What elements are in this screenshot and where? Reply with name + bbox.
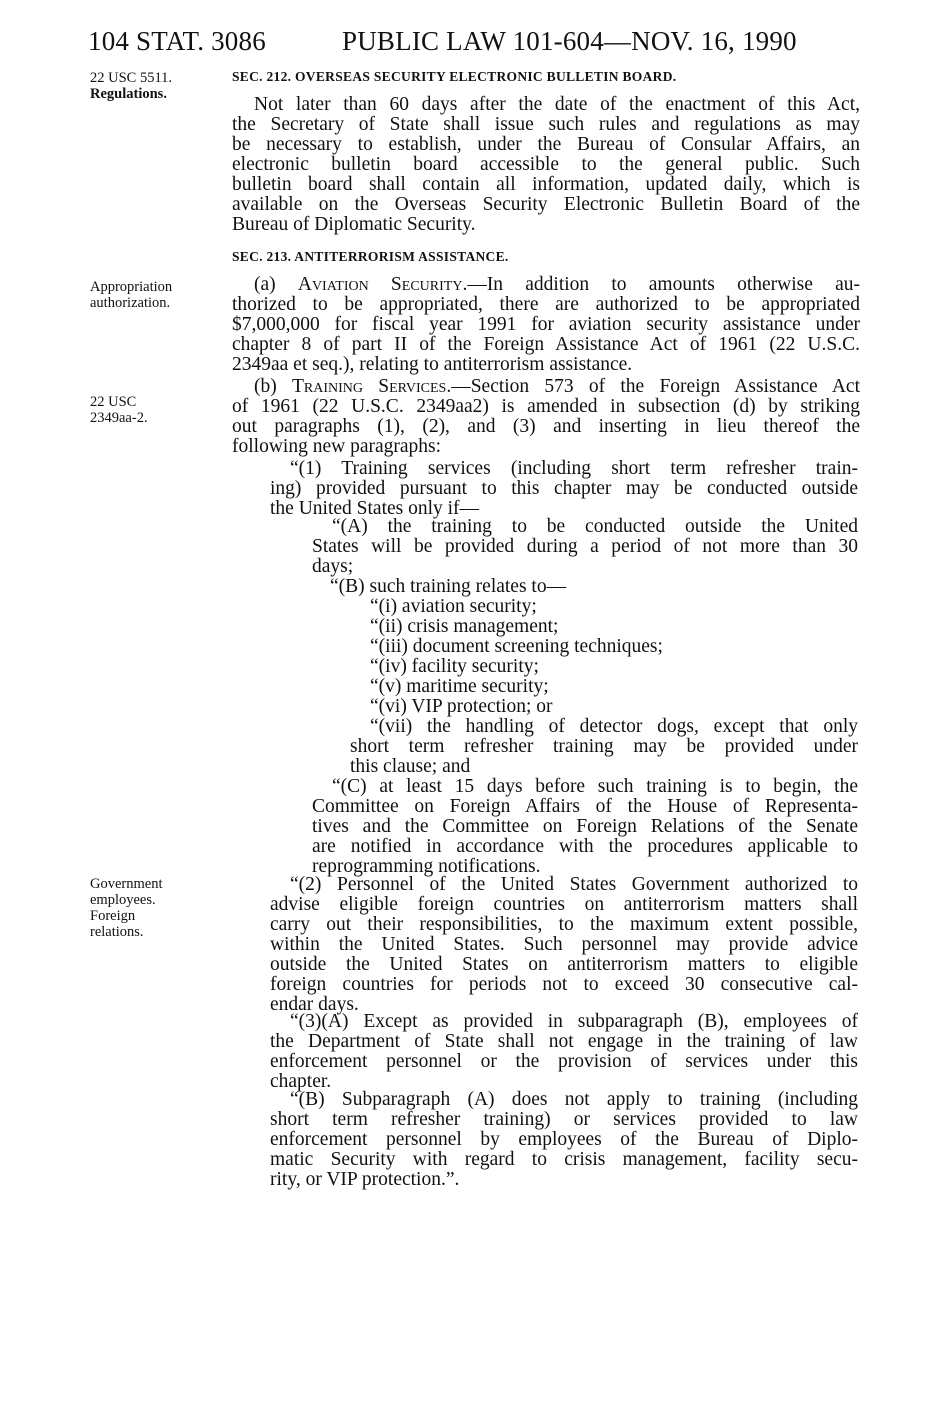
margin-note-usc-5511: 22 USC 5511. Regulations. (90, 70, 173, 102)
subsection-a: (a) Aviation Security.—In addition to amounts otherwise au- thorized to be appropriated, there are authorized to be appropriated $7,000,000 for fiscal year 1991 for aviation security assistance under chapter 8 of part II of the Foreign Assistance Act of 1961 (22 U.S.C. 2349aa et seq.), relating to antiterrorism assistance. (232, 274, 860, 375)
clause-iv: “(iv) facility security; (370, 656, 539, 677)
subsection-b-label: (b) (254, 376, 292, 397)
section-212-heading: SEC. 212. OVERSEAS SECURITY ELECTRONIC BULLETIN BOARD. (232, 69, 677, 84)
margin-note-appropriation: Appropriation authorization. (90, 279, 173, 311)
stat-citation: 104 STAT. 3086 (88, 26, 266, 56)
clause-v: “(v) maritime security; (370, 676, 549, 697)
clause-vi: “(vi) VIP protection; or (370, 696, 553, 717)
clause-iii: “(iii) document screening techniques; (370, 636, 663, 657)
subsection-a-label: (a) (254, 274, 298, 295)
section-213-heading: SEC. 213. ANTITERRORISM ASSISTANCE. (232, 249, 509, 264)
public-law-citation: PUBLIC LAW 101-604—NOV. 16, 1990 (342, 26, 797, 56)
subsection-b-title: Training Services (291, 376, 447, 397)
paragraph-2: “(2) Personnel of the United States Government authorized to advise eligible foreign countries on antiterrorism matters shall carry out their responsibilities, to the maximum extent possible, within the United States. Such personnel may provide advice outside the United States on antiterrorism matters to eligible foreign countries for periods not to exceed 30 consecutive cal- endar days. (270, 874, 858, 1015)
clause-ii: “(ii) crisis management; (370, 616, 559, 637)
paragraph-1: “(1) Training services (including short term refresher train- ing) provided pursuant to this chapter may be conducted outside the United States only if— (270, 458, 858, 519)
margin-note-government-employees: Government employees. Foreign relations. (90, 876, 163, 940)
paragraph-3A: “(3)(A) Except as provided in subparagraph (B), employees of the Department of State shall not engage in the training of law enforcement personnel or the provision of services under this chapter. (270, 1011, 858, 1092)
section-212-body: Not later than 60 days after the date of the enactment of this Act, the Secretary of State shall issue such rules and regulations as may be necessary to establish, under the Bureau of Consular Affairs, an electronic bulletin board accessible to the general public. Such bulletin board shall contain all information, updated daily, which is available on the Overseas Security Electronic Bulletin Board of the Bureau of Diplomatic Security. (232, 94, 860, 235)
subparagraph-A: “(A) the training to be conducted outside the United States will be provided during a period of not more than 30 days; (312, 516, 858, 577)
margin-note-usc-2349aa-2: 22 USC 2349aa-2. (90, 394, 148, 426)
subparagraph-B: “(B) such training relates to— (330, 576, 567, 597)
subsection-b: (b) Training Services.—Section 573 of the Foreign Assistance Act of 1961 (22 U.S.C. 2349aa2) is amended in subsection (d) by striking out paragraphs (1), (2), and (3) and inserting in lieu thereof the following new paragraphs: (232, 376, 860, 457)
subsection-a-title: Aviation Security (297, 274, 463, 295)
paragraph-3B: “(B) Subparagraph (A) does not apply to training (including short term refresher training) or services provided to law enforcement personnel by employees of the Bureau of Diplo- matic Security with regard to crisis management, facility secu- rity, or VIP protection.”. (270, 1089, 858, 1190)
clause-i: “(i) aviation security; (370, 596, 537, 617)
subparagraph-C: “(C) at least 15 days before such training is to begin, the Committee on Foreign Affairs of the House of Representa- tives and the Committee on Foreign Relations of the Senate are notified in accordance with the procedures applicable to reprogramming notifications. (312, 776, 858, 877)
clause-vii: “(vii) the handling of detector dogs, except that only short term refresher training may be provided under this clause; and (350, 716, 858, 777)
clauses-list (370, 597, 858, 717)
